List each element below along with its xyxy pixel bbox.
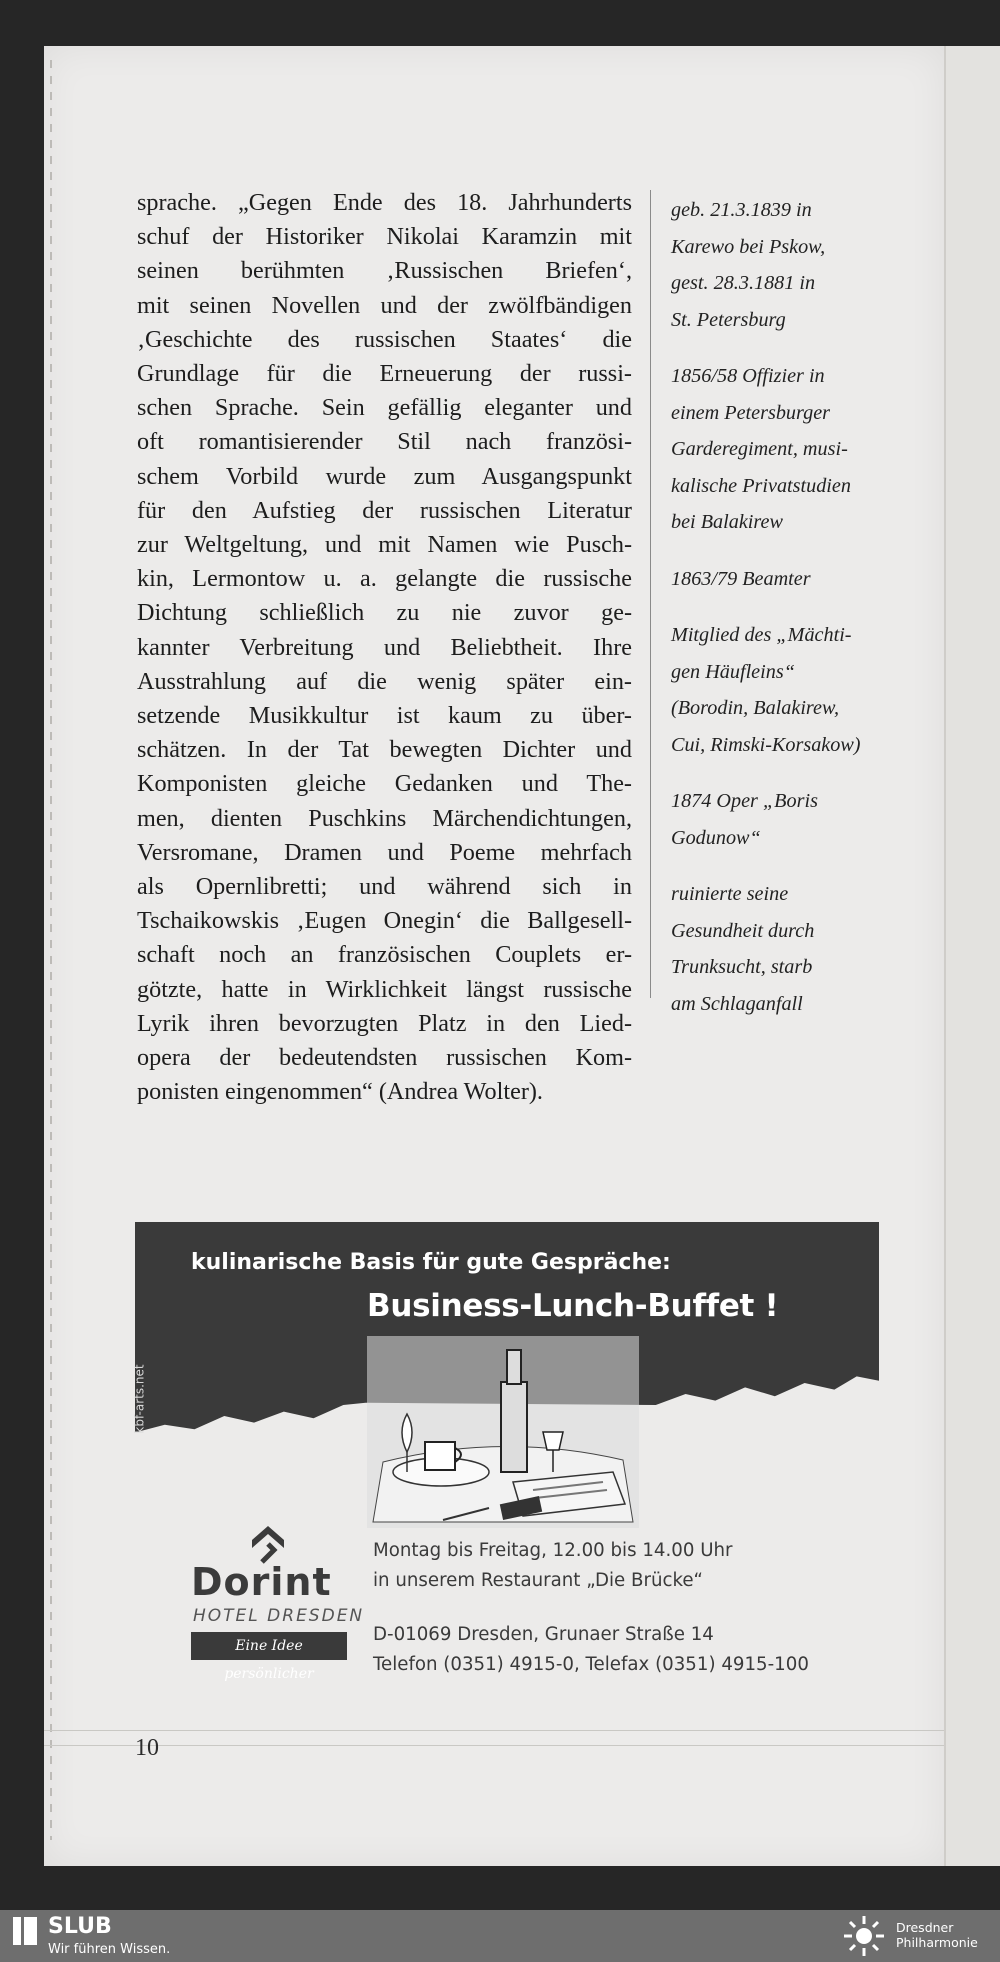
text-line: kannter Verbreitung und Beliebtheit. Ihre xyxy=(137,633,632,661)
margin-note-official xyxy=(671,561,911,598)
note-line: Mitglied des „Mächti- xyxy=(671,624,852,646)
text-line: ‚Geschichte des russischen Staates‘ die xyxy=(137,325,632,353)
text-line: opera der bedeutendsten russischen Kom- xyxy=(137,1044,632,1072)
main-text-column xyxy=(137,186,632,1109)
note-line: Godunow“ xyxy=(671,826,761,849)
text-line: oft romantisierender Stil nach französi- xyxy=(137,428,632,456)
note-line: St. Petersburg xyxy=(671,308,786,331)
note-line: Karewo bei Pskow, xyxy=(671,235,826,258)
text-line: mit seinen Novellen und der zwölfbändigen xyxy=(137,291,632,319)
ad-address: D-01069 Dresden, Grunaer Straße 14 xyxy=(373,1624,714,1645)
logo-slogan: Eine Idee persönlicher xyxy=(191,1632,347,1660)
philharmonie-sun-icon xyxy=(842,1914,886,1958)
ad-credit: kbf-arts.net xyxy=(132,1364,147,1434)
text-line: kin, Lermontow u. a. gelangte die russische xyxy=(137,565,632,593)
text-line: als Opernlibretti; und während sich in xyxy=(137,873,632,901)
text-line: ponisten eingenommen“ (Andrea Wolter). xyxy=(137,1078,543,1106)
partner-name-line: Philharmonie xyxy=(896,1935,978,1950)
note-line: gest. 28.3.1881 in xyxy=(671,272,816,294)
note-line: geb. 21.3.1839 in xyxy=(671,199,812,221)
text-line: schuf der Historiker Nikolai Karamzin mit xyxy=(137,223,632,251)
logo-subtitle: HOTEL DRESDEN xyxy=(193,1606,365,1626)
ad-hours: Montag bis Freitag, 12.00 bis 14.00 Uhr xyxy=(373,1540,733,1561)
slub-book-icon xyxy=(12,1916,38,1946)
note-line: gen Häufleins“ xyxy=(671,660,795,683)
ad-headline: kulinarische Basis für gute Gespräche: xyxy=(191,1250,671,1275)
text-line: sprache. „Gegen Ende des 18. Jahrhunderts xyxy=(137,189,632,216)
note-line: Garderegiment, musi- xyxy=(671,438,848,460)
logo-wordmark: Dorint xyxy=(191,1560,332,1604)
text-line: seinen berühmten ‚Russischen Briefen‘, xyxy=(137,257,632,285)
text-line: Komponisten gleiche Gedanken und The- xyxy=(137,770,632,798)
library-slogan: Wir führen Wissen. xyxy=(48,1942,171,1957)
note-line: ruinierte seine xyxy=(671,883,789,905)
table-still-life-illustration xyxy=(363,1332,643,1532)
page-number: 10 xyxy=(135,1735,159,1761)
ad-title: Business-Lunch-Buffet ! xyxy=(367,1288,779,1324)
hotel-advertisement xyxy=(132,1222,879,1702)
column-divider xyxy=(650,190,651,998)
text-line: schen Sprache. Sein gefällig eleganter und xyxy=(137,394,632,422)
partner-name xyxy=(896,1920,978,1950)
note-line: (Borodin, Balakirew, xyxy=(671,697,840,719)
adjacent-page-edge xyxy=(944,46,1000,1866)
text-line: Lyrik ihren bevorzugten Platz in den Lied- xyxy=(137,1009,632,1037)
text-line: setzende Musikkultur ist kaum zu über- xyxy=(137,702,632,730)
note-line: 1874 Oper „Boris xyxy=(671,790,818,812)
text-line: schem Vorbild wurde zum Ausgangspunkt xyxy=(137,462,632,490)
note-line: einem Petersburger xyxy=(671,401,831,424)
text-line: Ausstrahlung auf die wenig später ein- xyxy=(137,667,632,695)
note-line: kalische Privatstudien xyxy=(671,474,851,497)
note-line: am Schlaganfall xyxy=(671,992,803,1015)
viewer-footer-bar xyxy=(0,1910,1000,1962)
margin-note-birth xyxy=(671,192,911,338)
ad-phone: Telefon (0351) 4915-0, Telefax (0351) 4915-100 xyxy=(373,1654,809,1675)
text-line: götzte, hatte in Wirklichkeit längst russische xyxy=(137,975,632,1003)
footer-rule xyxy=(44,1730,944,1746)
margin-note-officer xyxy=(671,358,911,541)
margin-note-mighty-handful xyxy=(671,617,911,763)
margin-notes xyxy=(671,192,911,1042)
text-line: für den Aufstieg der russischen Literatur xyxy=(137,496,632,524)
margin-note-opera xyxy=(671,783,911,856)
note-line: Trunksucht, starb xyxy=(671,956,813,978)
ad-restaurant: in unserem Restaurant „Die Brücke“ xyxy=(373,1570,703,1591)
library-name: SLUB xyxy=(48,1914,112,1939)
ad-contact-info xyxy=(373,1536,809,1680)
text-line: schätzen. In der Tat bewegten Dichter und xyxy=(137,736,632,764)
note-line: Cui, Rimski-Korsakow) xyxy=(671,733,861,756)
margin-note-death xyxy=(671,876,911,1022)
note-line: Gesundheit durch xyxy=(671,919,815,942)
page-binding-edge xyxy=(50,60,52,1840)
text-line: Tschaikowskis ‚Eugen Onegin‘ die Ballgesell- xyxy=(137,907,632,935)
partner-name-line: Dresdner xyxy=(896,1920,954,1935)
text-line: Grundlage für die Erneuerung der russi- xyxy=(137,360,632,388)
note-line: bei Balakirew xyxy=(671,511,783,533)
text-line: schaft noch an französischen Couplets er- xyxy=(137,941,632,969)
note-line: 1863/79 Beamter xyxy=(671,567,811,590)
text-line: zur Weltgeltung, und mit Namen wie Pusch- xyxy=(137,531,632,559)
text-line: Dichtung schließlich zu nie zuvor ge- xyxy=(137,599,632,627)
text-line: men, dienten Puschkins Märchendichtungen, xyxy=(137,804,632,832)
text-line: Versromane, Dramen und Poeme mehrfach xyxy=(137,838,632,866)
note-line: 1856/58 Offizier in xyxy=(671,365,825,387)
